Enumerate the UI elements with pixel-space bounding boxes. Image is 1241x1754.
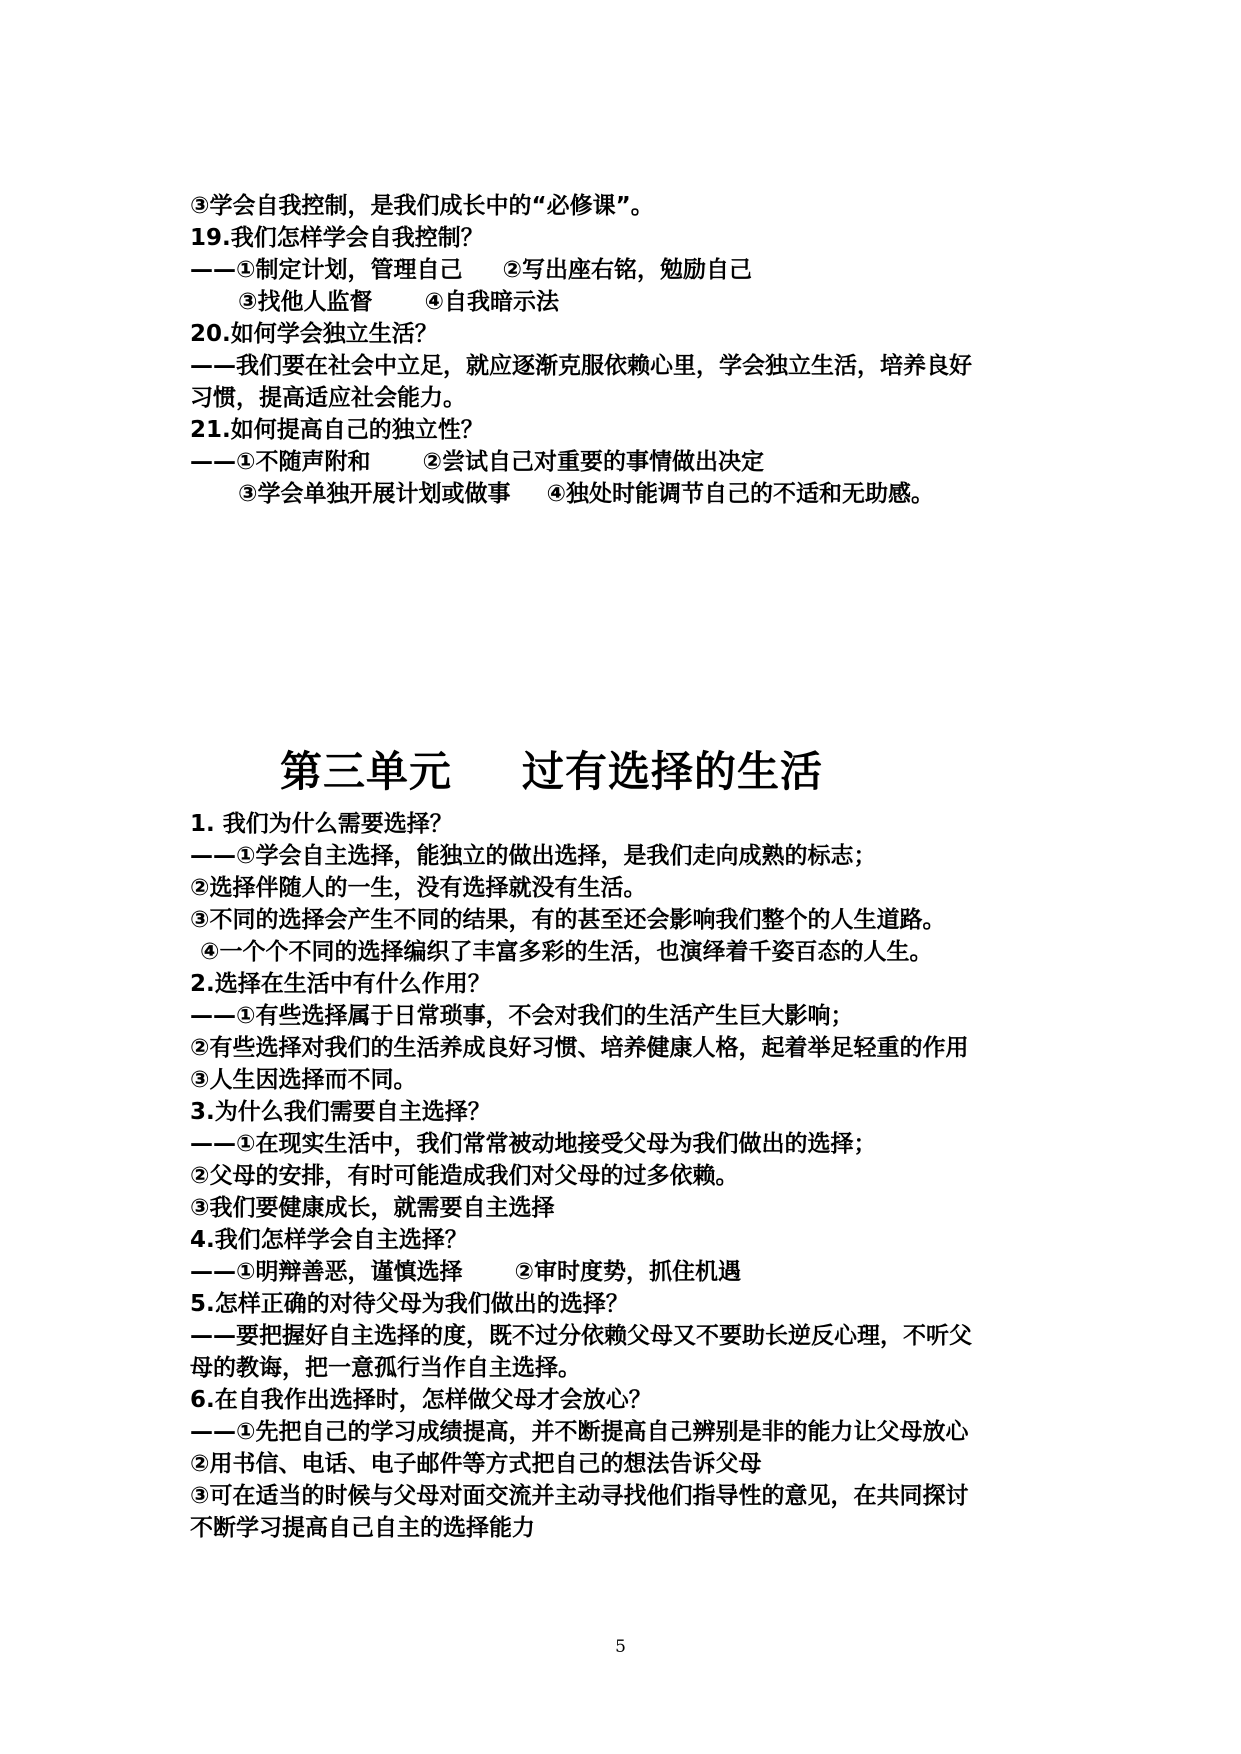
answer-1-line-4: ④一个个不同的选择编织了丰富多彩的生活，也演绎着千姿百态的人生。 bbox=[200, 939, 933, 965]
answer-2-line-2: ②有些选择对我们的生活养成良好习惯、培养健康人格，起着举足轻重的作用 bbox=[190, 1035, 969, 1061]
answer-1-line-1: ——①学会自主选择，能独立的做出选择，是我们走向成熟的标志； bbox=[190, 843, 877, 869]
answer-19-row-2 bbox=[238, 286, 1138, 318]
answer-19-row-1 bbox=[190, 254, 1090, 286]
answer-5-line-2: 母的教诲，把一意孤行当作自主选择。 bbox=[190, 1355, 581, 1381]
unit-title-name: 过有选择的生活 bbox=[522, 747, 824, 796]
answer-3-line-3: ③我们要健康成长，就需要自主选择 bbox=[190, 1195, 555, 1221]
answer-3-line-2: ②父母的安排，有时可能造成我们对父母的过多依赖。 bbox=[190, 1163, 739, 1189]
page-number: 5 bbox=[615, 1637, 626, 1657]
question-20: 20.如何学会独立生活？ bbox=[190, 321, 438, 347]
question-19: 19.我们怎样学会自我控制？ bbox=[190, 225, 484, 251]
question-21: 21.如何提高自己的独立性？ bbox=[190, 417, 484, 443]
answer-item: ②写出座右铭，勉励自己 bbox=[502, 257, 752, 283]
answer-6-line-2: ②用书信、电话、电子邮件等方式把自己的想法告诉父母 bbox=[190, 1451, 762, 1477]
text-line: ③学会自我控制，是我们成长中的“必修课”。 bbox=[190, 193, 654, 219]
answer-item: ——①制定计划，管理自己 bbox=[190, 257, 463, 283]
answer-item: ——①明辩善恶，谨慎选择 bbox=[190, 1259, 463, 1285]
question-5: 5.怎样正确的对待父母为我们做出的选择？ bbox=[190, 1291, 629, 1317]
answer-6-line-1: ——①先把自己的学习成绩提高，并不断提高自己辨别是非的能力让父母放心 bbox=[190, 1419, 969, 1445]
answer-20-line-1: ——我们要在社会中立足，就应逐渐克服依赖心里，学会独立生活，培养良好 bbox=[190, 353, 972, 379]
answer-6-line-3: ③可在适当的时候与父母对面交流并主动寻找他们指导性的意见，在共同探讨 bbox=[190, 1483, 969, 1509]
answer-4-row bbox=[190, 1256, 1090, 1288]
question-2: 2.选择在生活中有什么作用？ bbox=[190, 971, 491, 997]
answer-3-line-1: ——①在现实生活中，我们常常被动地接受父母为我们做出的选择； bbox=[190, 1131, 877, 1157]
unit-title bbox=[280, 742, 823, 802]
answer-21-row-2 bbox=[238, 478, 1138, 510]
answer-6-line-4: 不断学习提高自己自主的选择能力 bbox=[190, 1515, 535, 1541]
answer-21-row-1 bbox=[190, 446, 1090, 478]
unit-title-number: 第三单元 bbox=[280, 747, 453, 796]
answer-2-line-1: ——①有些选择属于日常琐事，不会对我们的生活产生巨大影响； bbox=[190, 1003, 854, 1029]
answer-item: ②审时度势，抓住机遇 bbox=[514, 1259, 741, 1285]
answer-2-line-3: ③人生因选择而不同。 bbox=[190, 1067, 417, 1093]
question-6: 6.在自我作出选择时，怎样做父母才会放心？ bbox=[190, 1387, 652, 1413]
answer-item: ——①不随声附和 bbox=[190, 449, 371, 475]
answer-item: ③找他人监督 bbox=[238, 289, 373, 315]
answer-item: ④自我暗示法 bbox=[424, 289, 559, 315]
answer-1-line-2: ②选择伴随人的一生，没有选择就没有生活。 bbox=[190, 875, 647, 901]
question-1: 1. 我们为什么需要选择？ bbox=[190, 811, 453, 837]
answer-item: ④独处时能调节自己的不适和无助感。 bbox=[546, 481, 934, 507]
question-4: 4.我们怎样学会自主选择？ bbox=[190, 1227, 468, 1253]
answer-item: ③学会单独开展计划或做事 bbox=[238, 481, 511, 507]
answer-item: ②尝试自己对重要的事情做出决定 bbox=[422, 449, 764, 475]
answer-1-line-3: ③不同的选择会产生不同的结果，有的甚至还会影响我们整个的人生道路。 bbox=[190, 907, 946, 933]
answer-5-line-1: ——要把握好自主选择的度，既不过分依赖父母又不要助长逆反心理，不听父 bbox=[190, 1323, 972, 1349]
question-3: 3.为什么我们需要自主选择？ bbox=[190, 1099, 491, 1125]
answer-20-line-2: 习惯，提高适应社会能力。 bbox=[190, 385, 466, 411]
